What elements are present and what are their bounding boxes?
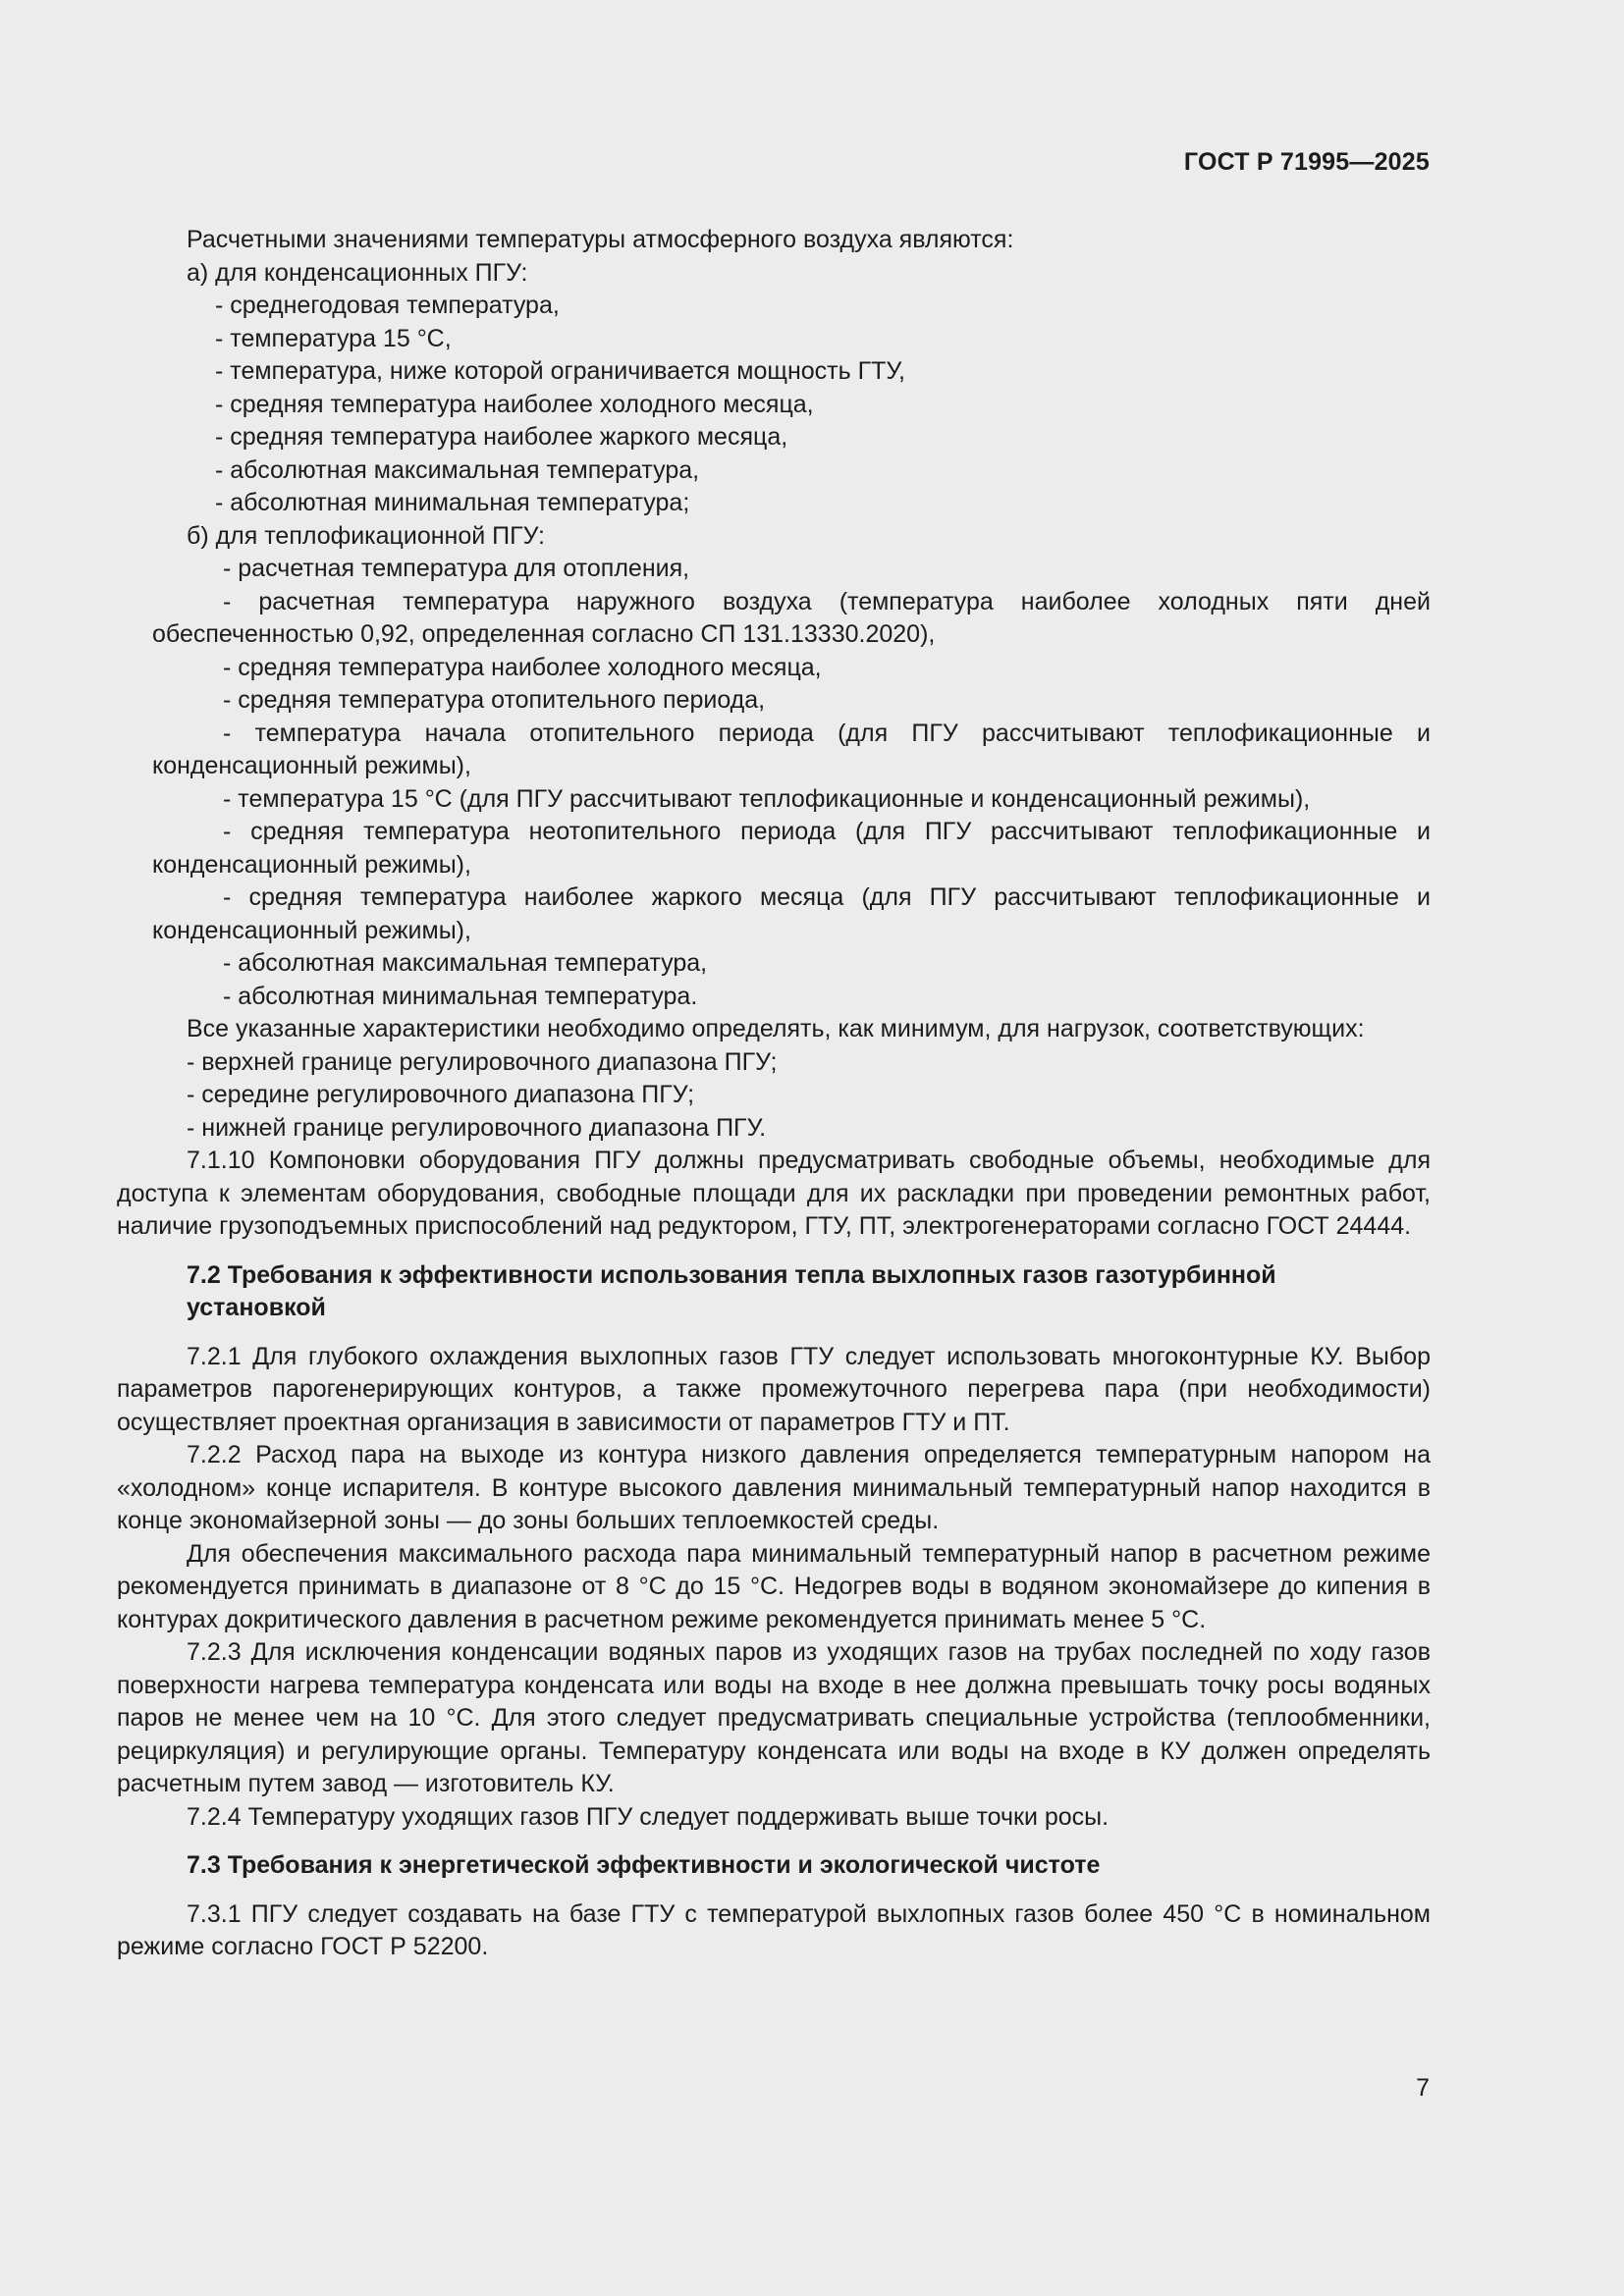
paragraph-7-1-10: 7.1.10 Компоновки оборудования ПГУ должны предусматривать свободные объемы, необходимые для доступа к элементам оборудования, свободные площади для их раскладки при проведении ремонтных работ, наличие грузоподъемных приспособлений над редуктором, ГТУ, ПТ, электрогенераторами согласно ГОСТ 24444. bbox=[117, 1147, 1431, 1240]
list-item: - абсолютная максимальная температура, bbox=[223, 949, 708, 977]
section-heading-7-2: 7.2 Требования к эффективности использования тепла выхлопных газов газотурбинной установкой bbox=[187, 1260, 1276, 1321]
paragraph-7-3-1: 7.3.1 ПГУ следует создавать на базе ГТУ с температурой выхлопных газов более 450 °С в номинальном режиме согласно ГОСТ Р 52200. bbox=[117, 1899, 1431, 1960]
list-item: - абсолютная максимальная температура, bbox=[215, 455, 700, 484]
list-item: - средняя температура наиболее холодного месяца, bbox=[215, 390, 814, 418]
list-item: - средняя температура неотопительного периода (для ПГУ рассчитывают теплофикационные и конденсационный режимы), bbox=[152, 818, 1431, 879]
loads-paragraph: Все указанные характеристики необходимо определять, как минимум, для нагрузок, соответствующих: bbox=[187, 1015, 1365, 1042]
list-item: - среднегодовая температура, bbox=[215, 292, 560, 319]
list-item: - расчетная температура для отопления, bbox=[223, 555, 690, 582]
list-item: - абсолютная минимальная температура; bbox=[215, 489, 690, 516]
section-heading-7-3: 7.3 Требования к энергетической эффективности и экологической чистоте bbox=[187, 1851, 1101, 1879]
document-code: ГОСТ Р 71995—2025 bbox=[1183, 148, 1430, 176]
document-body bbox=[117, 224, 1431, 1964]
list-a bbox=[117, 290, 1431, 520]
paragraph-7-2-2: 7.2.2 Расход пара на выходе из контура низкого давления определяется температурным напором на «холодном» конце испарителя. В контуре высокого давления минимальный температурный напор находится в конце экономайзерной зоны — до зоны больших теплоемкостей среды. bbox=[117, 1441, 1431, 1534]
list-item: - средняя температура наиболее жаркого месяца, bbox=[215, 423, 788, 451]
paragraph-7-2-2-cont: Для обеспечения максимального расхода пара минимальный температурный напор в расчетном режиме рекомендуется принимать в диапазоне от 8 °С до 15 °С. Недогрев воды в водяном экономайзере до кипения в контурах докритического давления в расчетном режиме рекомендуется принимать менее 5 °С. bbox=[117, 1539, 1431, 1633]
list-item: - середине регулировочного диапазона ПГУ; bbox=[187, 1081, 695, 1108]
list-item: - нижней границе регулировочного диапазона ПГУ. bbox=[187, 1113, 767, 1142]
list-item: - абсолютная минимальная температура. bbox=[223, 982, 698, 1010]
paragraph-7-2-1: 7.2.1 Для глубокого охлаждения выхлопных газов ГТУ следует использовать многоконтурные КУ. Выбор параметров парогенерирующих контуров, а также промежуточного перегрева пара (при необходимости) осуществляет проектная организация в зависимости от параметров ГТУ и ПТ. bbox=[117, 1342, 1431, 1436]
list-item: - температура 15 °С (для ПГУ рассчитывают теплофикационные и конденсационный режимы), bbox=[223, 784, 1311, 813]
paragraph-7-2-3: 7.2.3 Для исключения конденсации водяных паров из уходящих газов на трубах последней по ходу газов поверхности нагрева температура конденсата или воды на входе в нее должна превышать точку росы водяных паров не менее чем на 10 °С. Для этого следует предусматривать специальные устройства (теплообменники, рециркуляция) и регулирующие органы. Температуру конденсата или воды на входе в КУ должен определять расчетным путем завод — изготовитель КУ. bbox=[117, 1638, 1431, 1797]
list-item: - температура начала отопительного периода (для ПГУ рассчитывают теплофикационные и конденсационный режимы), bbox=[152, 719, 1431, 779]
list-item: - температура 15 °С, bbox=[215, 324, 452, 352]
list-item: - средняя температура наиболее холодного месяца, bbox=[223, 653, 822, 681]
list-item: - средняя температура отопительного периода, bbox=[223, 686, 766, 714]
page-number: 7 bbox=[1416, 2074, 1430, 2102]
list-item: - верхней границе регулировочного диапазона ПГУ; bbox=[187, 1047, 778, 1076]
list-a-label: а) для конденсационных ПГУ: bbox=[187, 258, 528, 287]
list-item: - средняя температура наиболее жаркого месяца (для ПГУ рассчитывают теплофикационные и конденсационный режимы), bbox=[152, 883, 1431, 944]
loads-list bbox=[117, 1046, 1431, 1146]
list-b bbox=[117, 553, 1431, 1013]
intro-paragraph: Расчетными значениями температуры атмосферного воздуха являются: bbox=[187, 226, 1014, 253]
list-b-label: б) для теплофикационной ПГУ: bbox=[187, 521, 545, 550]
list-item: - температура, ниже которой ограничивается мощность ГТУ, bbox=[215, 357, 905, 385]
list-item: - расчетная температура наружного воздуха (температура наиболее холодных пяти дней обеспеченностью 0,92, определенная согласно СП 131.13330.2020), bbox=[152, 587, 1431, 648]
paragraph-7-2-4: 7.2.4 Температуру уходящих газов ПГУ следует поддерживать выше точки росы. bbox=[187, 1802, 1110, 1831]
